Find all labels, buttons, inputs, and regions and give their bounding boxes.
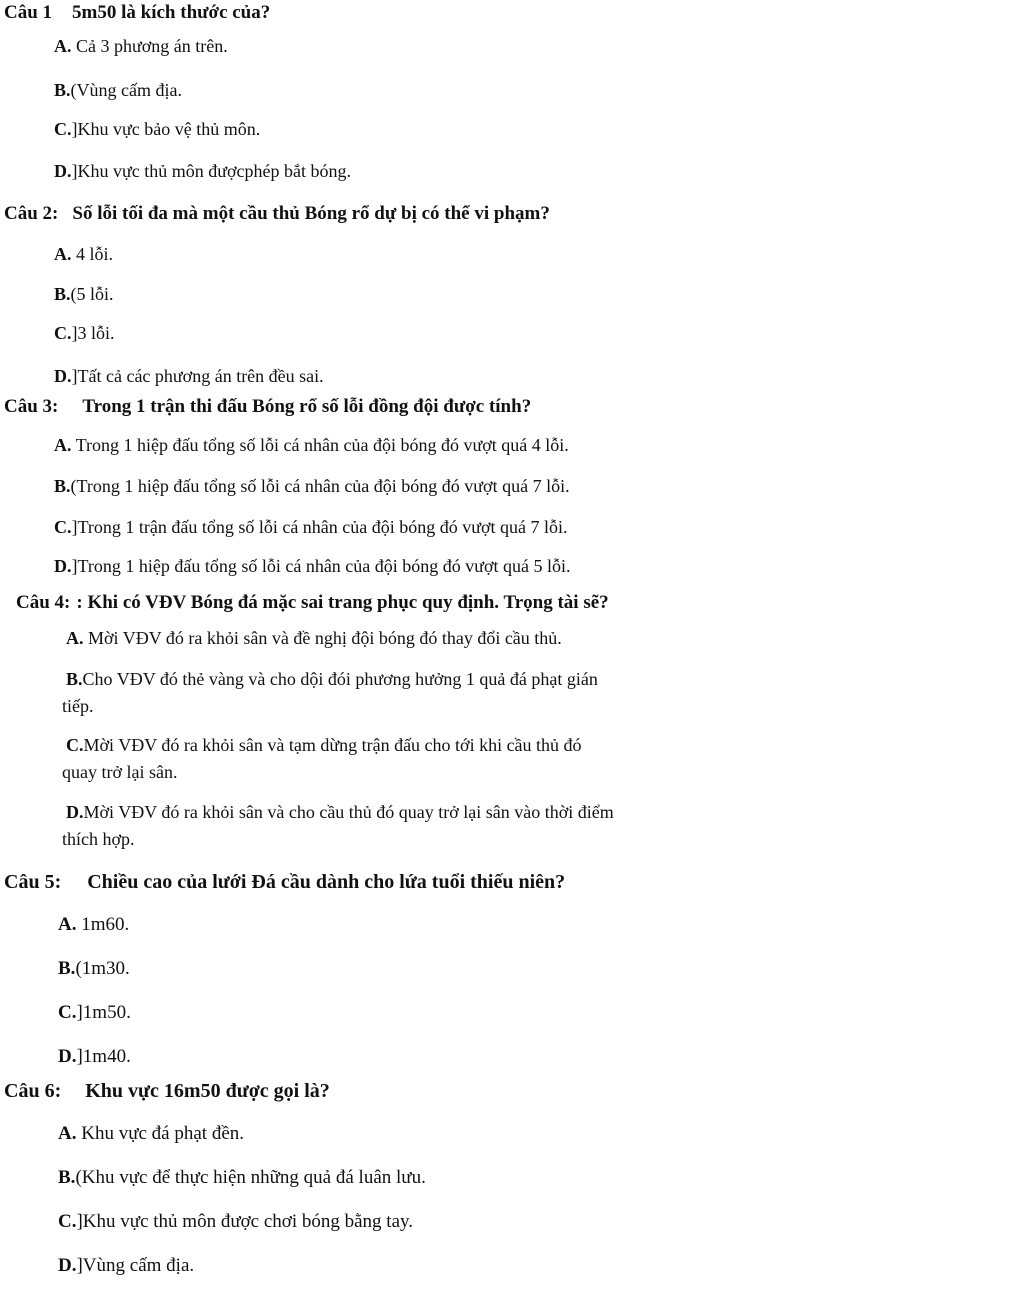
option-text: ]Khu vực thủ môn đượcphép bắt bóng. <box>71 161 351 181</box>
question-2-option-c <box>54 324 115 342</box>
option-letter: B. <box>66 669 83 689</box>
option-text: Cả 3 phương án trên. <box>71 36 228 56</box>
question-6-option-b <box>58 1168 426 1187</box>
option-letter: A. <box>54 36 72 56</box>
question-1-option-c <box>54 120 260 138</box>
question-4-option-c <box>66 736 582 754</box>
question-3-heading <box>4 397 531 416</box>
option-letter: D. <box>66 802 84 822</box>
option-text: Khu vực đá phạt đền. <box>76 1123 245 1144</box>
option-text: Cho VĐV đó thẻ vàng và cho dội đói phương hưởng 1 quả đá phạt gián <box>82 669 598 689</box>
option-letter: D. <box>58 1046 77 1067</box>
question-2-option-a <box>54 245 113 263</box>
question-4-option-a <box>66 629 562 647</box>
question-2-text: Số lỗi tối đa mà một cầu thủ Bóng rổ dự bị có thể vi phạm? <box>72 203 550 224</box>
option-letter: A. <box>54 244 72 264</box>
option-letter: C. <box>54 119 72 139</box>
question-3-label: Câu 3: <box>4 396 59 417</box>
option-text: Trong 1 hiệp đấu tổng số lỗi cá nhân của đội bóng đó vượt quá 4 lỗi. <box>71 435 569 455</box>
question-4-label: Câu 4: <box>16 592 71 613</box>
option-letter: A. <box>54 435 72 455</box>
option-letter: C. <box>54 517 72 537</box>
question-4-option-d <box>66 803 614 821</box>
question-5-option-c <box>58 1003 131 1022</box>
question-2-option-d <box>54 367 324 385</box>
option-letter: B. <box>54 284 71 304</box>
question-1-heading <box>4 3 270 22</box>
option-text: 1m60. <box>76 914 130 935</box>
option-text: ]Khu vực thủ môn được chơi bóng bằng tay. <box>76 1211 414 1232</box>
question-1-text: 5m50 là kích thước của? <box>72 2 271 23</box>
question-5-option-a <box>58 915 129 934</box>
option-letter: C. <box>58 1002 77 1023</box>
option-letter: D. <box>54 366 72 386</box>
option-letter: A. <box>58 914 77 935</box>
option-letter: C. <box>58 1211 77 1232</box>
question-4-option-c-continued: quay trở lại sân. <box>62 762 178 782</box>
question-6-text: Khu vực 16m50 được gọi là? <box>85 1080 330 1102</box>
option-letter: B. <box>58 958 76 979</box>
question-5-option-d <box>58 1047 131 1066</box>
option-text: (Vùng cấm địa. <box>70 80 182 100</box>
option-letter: B. <box>58 1167 76 1188</box>
option-text: ]3 lỗi. <box>71 323 115 343</box>
option-letter: B. <box>54 80 71 100</box>
question-3-option-b <box>54 477 570 495</box>
question-4-text: : Khi có VĐV Bóng đá mặc sai trang phục quy định. Trọng tài sẽ? <box>76 592 609 613</box>
question-4-heading <box>16 593 609 612</box>
option-text: 4 lỗi. <box>71 244 114 264</box>
option-letter: D. <box>58 1255 77 1276</box>
question-4-option-b-continued: tiếp. <box>62 696 94 716</box>
option-text: ]Vùng cấm địa. <box>76 1255 195 1276</box>
question-3-option-a <box>54 436 569 454</box>
question-3-option-c <box>54 518 568 536</box>
question-6-option-a <box>58 1124 244 1143</box>
option-text: Mời VĐV đó ra khỏi sân và tạm dừng trận đấu cho tới khi cầu thủ đó <box>83 735 582 755</box>
option-letter: B. <box>54 476 71 496</box>
option-letter: D. <box>54 556 72 576</box>
option-letter: A. <box>58 1123 77 1144</box>
question-6-label: Câu 6: <box>4 1080 62 1102</box>
question-2-option-b <box>54 285 114 303</box>
question-2-label: Câu 2: <box>4 203 59 224</box>
option-letter: C. <box>54 323 72 343</box>
option-text: (Trong 1 hiệp đấu tổng số lỗi cá nhân của đội bóng đó vượt quá 7 lỗi. <box>70 476 570 496</box>
question-1-label: Câu 1 <box>4 2 53 23</box>
question-3-text: Trong 1 trận thi đấu Bóng rổ số lỗi đồng đội được tính? <box>82 396 532 417</box>
option-text: Mời VĐV đó ra khỏi sân và cho cầu thủ đó quay trở lại sân vào thời điểm <box>83 802 614 822</box>
question-2-heading <box>4 204 550 223</box>
question-4-option-b <box>66 670 598 688</box>
option-text: ]Khu vực bảo vệ thủ môn. <box>71 119 261 139</box>
question-4-option-d-continued: thích hợp. <box>62 829 135 849</box>
question-1-option-a <box>54 37 228 55</box>
option-text: Mời VĐV đó ra khỏi sân và đề nghị đội bóng đó thay đổi cầu thủ. <box>83 628 562 648</box>
option-text: (5 lỗi. <box>70 284 114 304</box>
option-text: (Khu vực để thực hiện những quả đá luân lưu. <box>75 1167 426 1188</box>
option-text: ]Trong 1 hiệp đấu tổng số lỗi cá nhân của đội bóng đó vượt quá 5 lỗi. <box>71 556 571 576</box>
question-1-option-b <box>54 81 182 99</box>
question-1-option-d <box>54 162 351 180</box>
question-3-option-d <box>54 557 571 575</box>
question-5-label: Câu 5: <box>4 871 62 893</box>
question-5-option-b <box>58 959 130 978</box>
question-5-text: Chiều cao của lưới Đá cầu dành cho lứa tuổi thiếu niên? <box>87 871 566 893</box>
option-letter: C. <box>66 735 84 755</box>
option-text: ]Trong 1 trận đấu tổng số lỗi cá nhân của đội bóng đó vượt quá 7 lỗi. <box>71 517 568 537</box>
option-text: ]Tất cả các phương án trên đều sai. <box>71 366 324 386</box>
option-text: ]1m50. <box>76 1002 131 1023</box>
question-6-option-d <box>58 1256 194 1275</box>
question-6-heading <box>4 1081 330 1101</box>
option-text: ]1m40. <box>76 1046 131 1067</box>
question-5-heading <box>4 872 565 892</box>
option-letter: D. <box>54 161 72 181</box>
option-text: (1m30. <box>75 958 130 979</box>
option-letter: A. <box>66 628 84 648</box>
question-6-option-c <box>58 1212 413 1231</box>
